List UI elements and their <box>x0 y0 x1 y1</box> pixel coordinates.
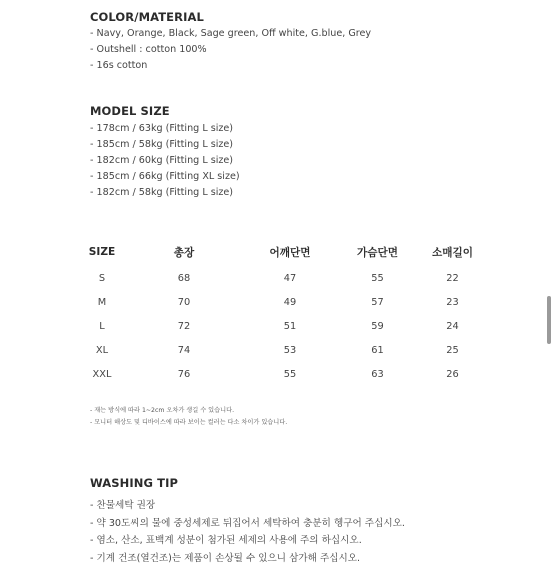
list-item: - Navy, Orange, Black, Sage green, Off white, G.blue, Grey <box>90 26 371 42</box>
table-cell: L <box>78 321 126 332</box>
table-cell: 61 <box>338 345 417 356</box>
color-material-list <box>90 26 371 74</box>
size-table <box>78 240 488 386</box>
list-item: - 178cm / 63kg (Fitting L size) <box>90 121 240 137</box>
note-item: - 재는 방식에 따라 1~2cm 오차가 생길 수 있습니다. <box>90 405 287 417</box>
table-cell: 47 <box>242 273 338 284</box>
size-table-header <box>78 240 488 264</box>
note-item: - 모니터 해상도 및 디바이스에 따라 보이는 컬러는 다소 차이가 있습니다. <box>90 417 287 429</box>
list-item: - 185cm / 58kg (Fitting L size) <box>90 137 240 153</box>
list-item: - 찬물세탁 권장 <box>90 497 405 515</box>
table-cell: 63 <box>338 369 417 380</box>
table-cell: 74 <box>126 345 242 356</box>
table-cell: 70 <box>126 297 242 308</box>
measurement-notes <box>90 405 287 429</box>
list-item: - 16s cotton <box>90 58 371 74</box>
table-cell: 26 <box>417 369 488 380</box>
table-row <box>78 338 488 362</box>
list-item: - 기계 건조(열건조)는 제품이 손상될 수 있으니 삼가해 주십시오. <box>90 550 405 567</box>
header-shoulder: 어깨단면 <box>242 245 338 260</box>
table-cell: 68 <box>126 273 242 284</box>
table-cell: 51 <box>242 321 338 332</box>
table-cell: XL <box>78 345 126 356</box>
header-sleeve: 소매길이 <box>417 245 488 260</box>
table-cell: 72 <box>126 321 242 332</box>
table-row <box>78 266 488 290</box>
list-item: - Outshell : cotton 100% <box>90 42 371 58</box>
table-cell: XXL <box>78 369 126 380</box>
table-cell: M <box>78 297 126 308</box>
vertical-scrollbar[interactable] <box>547 296 551 344</box>
table-row <box>78 290 488 314</box>
table-cell: 59 <box>338 321 417 332</box>
list-item: - 182cm / 60kg (Fitting L size) <box>90 153 240 169</box>
list-item: - 185cm / 66kg (Fitting XL size) <box>90 169 240 185</box>
header-size: SIZE <box>78 246 126 258</box>
model-size-title: MODEL SIZE <box>90 104 170 118</box>
table-cell: 23 <box>417 297 488 308</box>
list-item: - 약 30도씨의 물에 중성세제로 뒤집어서 세탁하여 충분히 헹구어 주십시오. <box>90 515 405 533</box>
table-cell: 76 <box>126 369 242 380</box>
washing-tip-list <box>90 497 405 567</box>
header-total-length: 총장 <box>126 245 242 260</box>
table-cell: 25 <box>417 345 488 356</box>
table-cell: 57 <box>338 297 417 308</box>
table-row <box>78 314 488 338</box>
color-material-title: COLOR/MATERIAL <box>90 10 204 24</box>
table-cell: 55 <box>242 369 338 380</box>
table-cell: 53 <box>242 345 338 356</box>
header-chest: 가슴단면 <box>338 245 417 260</box>
table-cell: 22 <box>417 273 488 284</box>
table-cell: 55 <box>338 273 417 284</box>
table-cell: 24 <box>417 321 488 332</box>
table-cell: 49 <box>242 297 338 308</box>
model-size-list <box>90 121 240 201</box>
washing-tip-title: WASHING TIP <box>90 476 178 490</box>
table-row <box>78 362 488 386</box>
table-cell: S <box>78 273 126 284</box>
list-item: - 182cm / 58kg (Fitting L size) <box>90 185 240 201</box>
list-item: - 염소, 산소, 표백계 성분이 첨가된 세제의 사용에 주의 하십시오. <box>90 532 405 550</box>
